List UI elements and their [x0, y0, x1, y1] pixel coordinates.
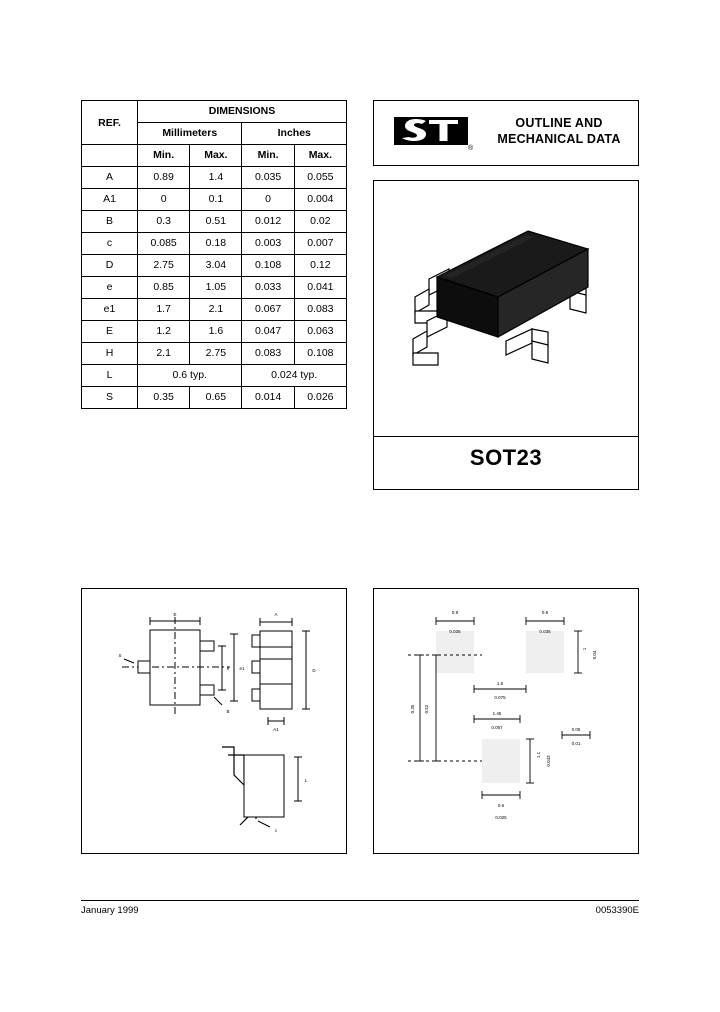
table-header-row-3	[82, 145, 347, 167]
package-3d-drawing	[374, 181, 638, 436]
dim-pad-tl-mm: 0.9	[451, 610, 459, 615]
cell-mm-max: 1.05	[190, 277, 242, 299]
table-header-row-1	[82, 101, 347, 123]
cell-in-max: 0.041	[294, 277, 346, 299]
cell-ref: D	[82, 255, 138, 277]
title-box	[373, 100, 639, 166]
mechanical-drawing-right	[373, 588, 639, 854]
svg-text:®: ®	[468, 145, 474, 152]
cell-in-min: 0.108	[242, 255, 294, 277]
cell-mm-span: 0.6 typ.	[138, 365, 242, 387]
header-in-max: Max.	[294, 145, 346, 167]
dim-vspan-left2-mm: 0.52	[424, 704, 429, 714]
cell-mm-max: 0.65	[190, 387, 242, 409]
label-A1: A1	[273, 727, 279, 732]
dim-bottom-pad-w-in: 0.025	[495, 815, 507, 820]
cell-mm-min: 2.1	[138, 343, 190, 365]
cell-in-max: 0.026	[294, 387, 346, 409]
cell-in-max: 0.02	[294, 211, 346, 233]
footer-divider	[81, 900, 639, 901]
table-row	[82, 167, 347, 189]
cell-mm-min: 0.3	[138, 211, 190, 233]
header-mm-min: Min.	[138, 145, 190, 167]
cell-mm-min: 1.2	[138, 321, 190, 343]
table-row	[82, 277, 347, 299]
cell-in-max: 0.055	[294, 167, 346, 189]
dim-gap-right-in: 0.01	[571, 741, 581, 746]
package-illustration-box	[373, 180, 639, 490]
dim-pad-tr-in: 0.035	[539, 629, 551, 634]
dim-pad-tl-in: 0.035	[449, 629, 461, 634]
cell-mm-min: 0	[138, 189, 190, 211]
dim-gap-right-mm: 0.05	[571, 727, 581, 732]
footer-date: January 1999	[81, 905, 139, 916]
title-line-2: MECHANICAL DATA	[497, 132, 621, 146]
cell-in-max: 0.004	[294, 189, 346, 211]
cell-in-min: 0.067	[242, 299, 294, 321]
page-title	[484, 115, 634, 147]
cell-in-max: 0.108	[294, 343, 346, 365]
dim-span-mid-in: 0.057	[491, 725, 503, 730]
dim-pad-height-mm: 1	[582, 647, 587, 651]
cell-in-span: 0.024 typ.	[242, 365, 347, 387]
dim-span-top-in: 0.075	[494, 695, 506, 700]
cell-in-max: 0.12	[294, 255, 346, 277]
cell-in-min: 0.012	[242, 211, 294, 233]
footer-document-code: 0053390E	[595, 905, 639, 916]
table-row	[82, 211, 347, 233]
cell-in-min: 0.035	[242, 167, 294, 189]
dim-bottom-pad-h-in: 0.043	[546, 755, 551, 767]
cell-mm-min: 0.89	[138, 167, 190, 189]
cell-mm-max: 2.1	[190, 299, 242, 321]
label-L: L	[304, 778, 308, 783]
table-row	[82, 189, 347, 211]
cell-ref: H	[82, 343, 138, 365]
cell-mm-max: 0.51	[190, 211, 242, 233]
cell-mm-min: 1.7	[138, 299, 190, 321]
table-row	[82, 387, 347, 409]
cell-mm-max: 3.04	[190, 255, 242, 277]
cell-ref: A1	[82, 189, 138, 211]
mechanical-drawing-left	[81, 588, 347, 854]
cell-ref: S	[82, 387, 138, 409]
cell-mm-max: 0.1	[190, 189, 242, 211]
cell-ref: e1	[82, 299, 138, 321]
cell-ref: L	[82, 365, 138, 387]
label-S: S	[118, 653, 122, 658]
cell-ref: e	[82, 277, 138, 299]
header-in-min: Min.	[242, 145, 294, 167]
cell-mm-max: 1.4	[190, 167, 242, 189]
label-B: B	[226, 709, 230, 714]
cell-in-min: 0	[242, 189, 294, 211]
cell-in-min: 0.014	[242, 387, 294, 409]
cell-ref: c	[82, 233, 138, 255]
table-row	[82, 343, 347, 365]
package-box-divider	[374, 436, 638, 437]
header-dimensions: DIMENSIONS	[138, 101, 347, 123]
pad-bottom	[482, 739, 520, 783]
pad-top-left	[436, 631, 474, 673]
pad-top-right	[526, 631, 564, 673]
label-c: c	[274, 828, 278, 833]
title-line-1: OUTLINE AND	[515, 116, 603, 130]
cell-in-max: 0.063	[294, 321, 346, 343]
header-millimeters: Millimeters	[138, 123, 242, 145]
cell-in-min: 0.083	[242, 343, 294, 365]
table-row	[82, 299, 347, 321]
label-D: D	[312, 668, 316, 673]
dim-bottom-pad-h-mm: 1.1	[536, 751, 541, 759]
cell-mm-min: 0.35	[138, 387, 190, 409]
header-mm-max: Max.	[190, 145, 242, 167]
cell-mm-min: 2.75	[138, 255, 190, 277]
cell-in-min: 0.047	[242, 321, 294, 343]
table-row	[82, 321, 347, 343]
table-row	[82, 365, 347, 387]
cell-ref: E	[82, 321, 138, 343]
cell-in-max: 0.083	[294, 299, 346, 321]
cell-in-min: 0.033	[242, 277, 294, 299]
cell-mm-min: 0.85	[138, 277, 190, 299]
cell-ref: A	[82, 167, 138, 189]
dimensions-table	[81, 100, 347, 409]
cell-in-max: 0.007	[294, 233, 346, 255]
dim-bottom-pad-w-mm: 0.6	[497, 803, 505, 808]
dim-vspan-left-mm: 0.35	[410, 704, 415, 714]
header-spacer	[82, 145, 138, 167]
cell-in-min: 0.003	[242, 233, 294, 255]
dim-pad-tr-mm: 0.9	[541, 610, 549, 615]
dim-span-mid-mm: 1.45	[492, 711, 502, 716]
cell-mm-max: 1.6	[190, 321, 242, 343]
dim-pad-height-in: 0.04	[592, 650, 597, 660]
label-e: e	[226, 666, 230, 671]
label-A: A	[274, 612, 278, 617]
header-inches: Inches	[242, 123, 347, 145]
label-e1: e1	[239, 666, 245, 671]
st-logo-icon	[388, 112, 474, 154]
package-name: SOT23	[469, 445, 543, 470]
cell-mm-max: 0.18	[190, 233, 242, 255]
dimensions-table-container	[81, 100, 347, 409]
table-row	[82, 233, 347, 255]
table-row	[82, 255, 347, 277]
dim-span-top-mm: 1.9	[496, 681, 504, 686]
cell-mm-min: 0.085	[138, 233, 190, 255]
cell-mm-max: 2.75	[190, 343, 242, 365]
label-E: E	[173, 612, 177, 617]
header-ref: REF.	[82, 101, 138, 145]
cell-ref: B	[82, 211, 138, 233]
